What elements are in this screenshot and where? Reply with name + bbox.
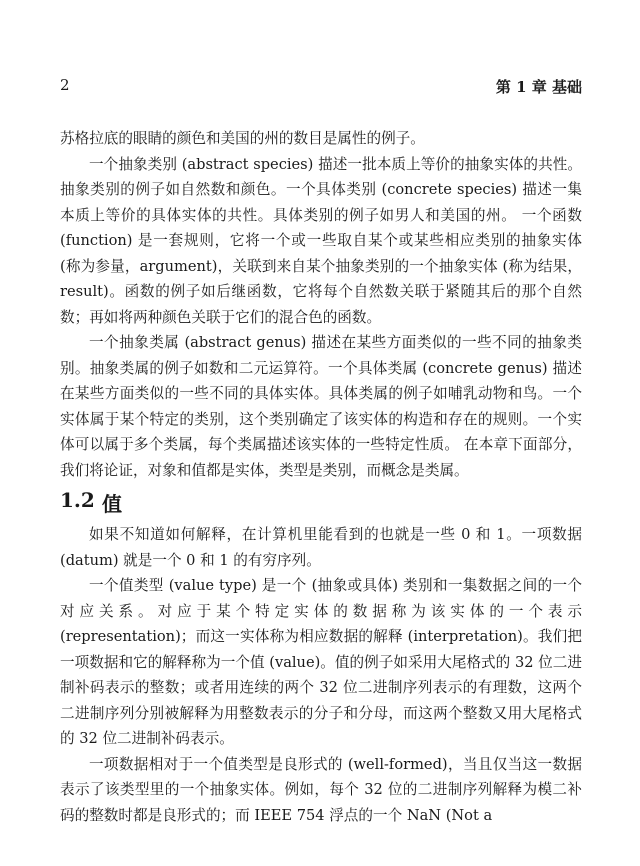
paragraph: 一个抽象类别 (abstract species) 描述一批本质上等价的抽象实体的共性。抽象类别的例子如自然数和颜色。一个具体类别 (concrete species) 描述一集本质上等价的具体实体的共性。具体类别的例子如男人和美国的州。 一个函数 (function) 是一套规则，它将一个或一些取自某个或某些相应类别的抽象实体 (称为参量，argument)，关联到来自某个抽象类别的一个抽象实体 (称为结果，result)。函数的例子如后继函数，它将每个自然数关联于紧随其后的那个自然数；再如将两种颜色关联于它们的混合色的函数。 [60,155,582,326]
paragraph: 一个值类型 (value type) 是一个 (抽象或具体) 类别和一集数据之间的一个对应关系。对应于某个特定实体的数据称为该实体的一个表示 (representation)；而这一实体称为相应数据的解释 (interpretation)。我们把一项数据和它的解释称为一个值 (value)。值的例子如采用大尾格式的 32 位二进制补码表示的整数；或者用连续的两个 32 位二进制序列表示的有理数，这两个二进制序列分别被解释为用整数表示的分子和分母，而这两个整数又用大尾格式的 32 位二进制补码表示。 [60,577,582,747]
paragraph: 苏格拉底的眼睛的颜色和美国的州的数目是属性的例子。 [60,130,425,147]
paragraph: 如果不知道如何解释，在计算机里能看到的也就是一些 0 和 1。一项数据 (datum) 就是一个 0 和 1 的有穷序列。 [60,526,582,569]
section-number: 1.2 [60,488,95,512]
paragraph: 一项数据相对于一个值类型是良形式的 (well-formed)，当且仅当这一数据表示了该类型里的一个抽象实体。例如，每个 32 位的二进制序列解释为模二补码的整数时都是良形式的；而 IEEE 754 浮点的一个 NaN (Not a [60,755,582,824]
page-header [60,76,582,98]
body-text-bottom [60,522,582,828]
paragraph: 一个抽象类属 (abstract genus) 描述在某些方面类似的一些不同的抽象类别。抽象类属的例子如数和二元运算符。一个具体类属 (concrete genus) 描述在某些方面类似的一些不同的具体实体。具体类属的例子如哺乳动物和鸟。一个实体属于某个特定的类别，这个类别确定了该实体的构造和存在的规则。一个实体可以属于多个类属，每个类属描述该实体的一些特定性质。 在本章下面部分，我们将论证，对象和值都是实体，类型是类别，而概念是类属。 [60,334,582,479]
section-heading [60,488,582,516]
page-number: 2 [60,76,70,94]
chapter-title: 第 1 章 基础 [495,78,582,96]
section-title: 值 [102,492,122,516]
body-text-top [60,126,582,483]
